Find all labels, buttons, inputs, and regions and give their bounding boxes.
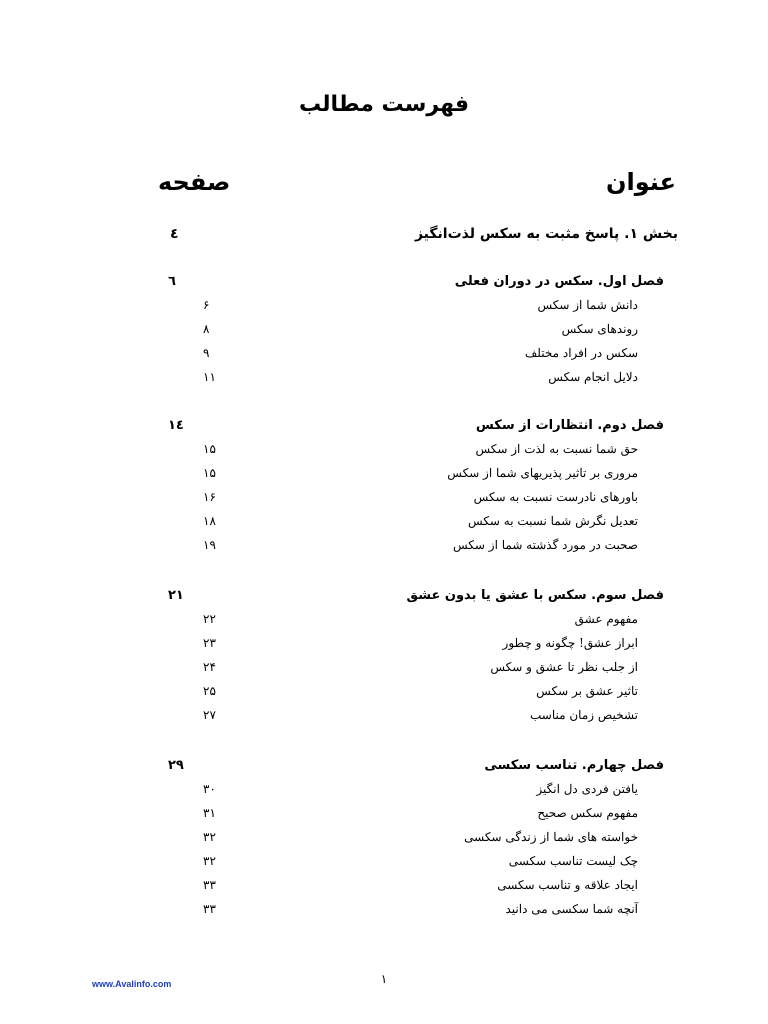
toc-item	[0, 490, 768, 512]
toc-entry-page: ۳۰	[203, 782, 216, 796]
toc-chapter	[0, 758, 768, 780]
toc-entry-page: ۲۴	[203, 660, 216, 674]
toc-section	[0, 226, 768, 248]
toc-entry-page: ۹	[203, 346, 210, 360]
toc-item	[0, 636, 768, 658]
toc-entry-title: ایجاد علاقه و تناسب سکسی	[497, 878, 638, 892]
toc-item	[0, 830, 768, 852]
toc-entry-page: ۳۳	[203, 878, 216, 892]
toc-entry-title: تشخیص زمان مناسب	[530, 708, 638, 722]
toc-item	[0, 878, 768, 900]
toc-entry-title: تاثیر عشق بر سکس	[536, 684, 638, 698]
toc-entry-title: دانش شما از سکس	[537, 298, 638, 312]
toc-item	[0, 806, 768, 828]
toc-item	[0, 782, 768, 804]
page-column-header: صفحه	[158, 168, 231, 196]
toc-entry-page: ۶	[203, 298, 210, 312]
toc-entry-page: ۳۱	[203, 806, 216, 820]
toc-entry-page: ۲۲	[203, 612, 216, 626]
toc-entry-page: ١٤	[168, 418, 184, 433]
toc-entry-page: ۱۱	[203, 370, 216, 384]
toc-entry-page: ٤	[170, 226, 179, 242]
title-column-header: عنوان	[606, 168, 676, 196]
toc-item	[0, 322, 768, 344]
toc-item	[0, 466, 768, 488]
toc-entry-page: ۳۳	[203, 902, 216, 916]
toc-entry-title: آنچه شما سکسی می دانید	[505, 902, 638, 916]
toc-entry-title: دلایل انجام سکس	[548, 370, 638, 384]
toc-entry-title: ابراز عشق! چگونه و چطور	[502, 636, 638, 650]
toc-entry-title: از جلب نظر تا عشق و سکس	[490, 660, 638, 674]
toc-item	[0, 708, 768, 730]
toc-entry-title: باورهای نادرست نسبت به سکس	[473, 490, 638, 504]
toc-item	[0, 346, 768, 368]
website-link[interactable]: www.Avalinfo.com	[92, 979, 172, 989]
toc-item	[0, 298, 768, 320]
toc-entry-page: ۸	[203, 322, 210, 336]
toc-item	[0, 902, 768, 924]
toc-entry-title: حق شما نسبت به لذت از سکس	[475, 442, 638, 456]
toc-chapter	[0, 418, 768, 440]
toc-entry-title: روندهای سکس	[561, 322, 638, 336]
toc-entry-title: خواسته های شما از زندگی سکسی	[464, 830, 638, 844]
toc-entry-title: مروری بر تاثیر پذیریهای شما از سکس	[447, 466, 638, 480]
toc-item	[0, 612, 768, 634]
page-number: ۱	[380, 972, 388, 986]
toc-entry-title: چک لیست تناسب سکسی	[508, 854, 638, 868]
toc-entry-title: فصل اول. سکس در دوران فعلی	[454, 274, 664, 289]
toc-entry-title: مفهوم سکس صحیح	[537, 806, 638, 820]
toc-entry-page: ۲۳	[203, 636, 216, 650]
toc-entry-page: ۳۲	[203, 830, 216, 844]
toc-entry-title: فصل سوم. سکس با عشق یا بدون عشق	[406, 588, 664, 603]
toc-entry-title: صحبت در مورد گذشته شما از سکس	[452, 538, 638, 552]
toc-entry-page: ۱۸	[203, 514, 216, 528]
toc-item	[0, 442, 768, 464]
toc-entry-page: ۱۶	[203, 490, 216, 504]
toc-entry-page: ۲۹	[168, 758, 184, 773]
toc-item	[0, 684, 768, 706]
toc-entry-title: بخش ۱. پاسخ مثبت به سکس لذت‌انگیز	[414, 226, 678, 242]
toc-entry-title: یافتن فردی دل انگیز	[536, 782, 638, 796]
toc-entry-page: ۲۱	[168, 588, 184, 603]
toc-entry-page: ۲۵	[203, 684, 216, 698]
toc-item	[0, 660, 768, 682]
toc-entry-title: مفهوم عشق	[574, 612, 638, 626]
toc-item	[0, 538, 768, 560]
toc-entry-title: فصل چهارم. تناسب سکسی	[484, 758, 664, 773]
toc-entry-title: فصل دوم. انتظارات از سکس	[475, 418, 664, 433]
toc-item	[0, 514, 768, 536]
toc-entry-page: ۱۵	[203, 466, 216, 480]
toc-entry-page: ۲۷	[203, 708, 216, 722]
toc-chapter	[0, 588, 768, 610]
page-title: فهرست مطالب	[298, 92, 470, 117]
toc-item	[0, 370, 768, 392]
toc-entry-page: ۳۲	[203, 854, 216, 868]
toc-entry-page: ۱۵	[203, 442, 216, 456]
toc-entry-page: ۱۹	[203, 538, 216, 552]
toc-entry-page: ٦	[168, 274, 176, 289]
toc-item	[0, 854, 768, 876]
toc-entry-title: تعدیل نگرش شما نسبت به سکس	[467, 514, 638, 528]
toc-entry-title: سکس در افراد مختلف	[524, 346, 638, 360]
toc-chapter	[0, 274, 768, 296]
